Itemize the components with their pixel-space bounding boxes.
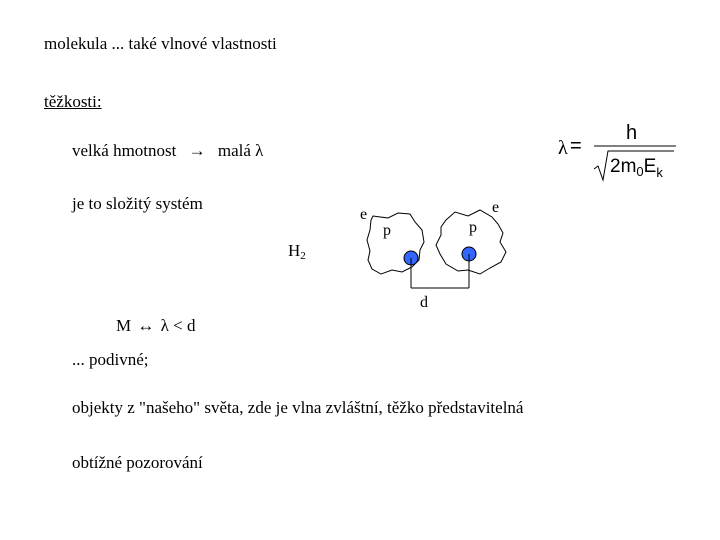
page-title: molekula ... také vlnové vlastnosti: [44, 34, 277, 53]
point-mass-result: malá λ: [217, 141, 264, 160]
point-mass: [72, 141, 263, 161]
de-broglie-formula: [556, 118, 686, 188]
relation-line: [116, 316, 195, 336]
relation-m: M: [116, 316, 132, 335]
h2-molecule-diagram: [340, 190, 540, 330]
electron-label-right: e: [492, 199, 500, 216]
double-arrow-icon: ↔: [137, 316, 155, 335]
point-complex-system: je to složitý systém: [72, 194, 203, 213]
objects-text: objekty z "našeho" světa, zde je vlna zvláštní, těžko představitelná: [72, 398, 524, 417]
right-arrow-icon: →: [188, 141, 206, 160]
formula-numerator: h: [626, 122, 638, 144]
electron-label-left: e: [360, 206, 368, 223]
difficulties-heading: těžkosti:: [44, 92, 102, 111]
molecule-label: [288, 241, 306, 266]
formula-equals: =: [570, 135, 582, 157]
formula-denominator: $2m_0E_k$: [610, 156, 663, 180]
formula-lambda: λ: [558, 137, 568, 159]
observation-text: obtížné pozorování: [72, 453, 203, 472]
distance-label: d: [420, 294, 428, 311]
molecule-label-main: H: [288, 241, 301, 260]
molecule-label-sub: 2: [300, 250, 306, 262]
proton-label-right: p: [469, 219, 477, 236]
strange-text: ... podivné;: [72, 350, 149, 369]
electron-cloud-left: [367, 213, 424, 274]
proton-label-left: p: [383, 222, 391, 239]
point-mass-text: velká hmotnost: [72, 141, 177, 160]
relation-rest: λ < d: [160, 316, 196, 335]
